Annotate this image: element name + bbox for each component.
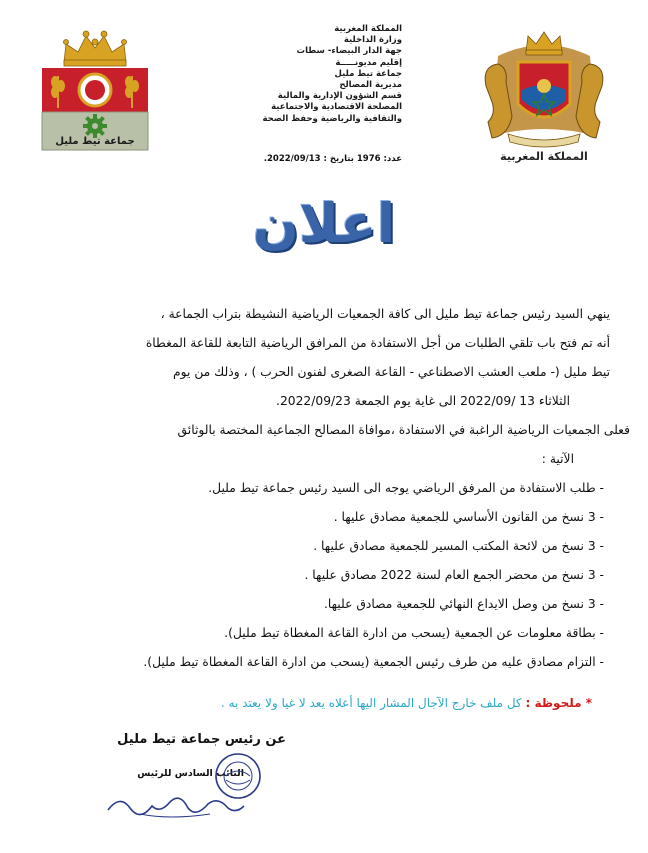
municipality-logo: [36, 22, 154, 154]
header-line: وزارة الداخلية: [343, 35, 402, 46]
requirement-item: - بطاقة معلومات عن الجمعية (يسحب من ادارة القاعة المغطاة تيط مليل).: [224, 626, 604, 640]
signature-role: النائب السادس للرئيس: [137, 768, 244, 779]
note-text: كل ملف خارج الآجال المشار اليها أعلاه يعد لا غيا ولا يعتد به .: [220, 696, 522, 710]
requirement-item: - طلب الاستفادة من المرفق الرياضي يوجه الى السيد رئيس جماعة تيط مليل.: [208, 481, 604, 495]
requirement-item: - 3 نسخ من القانون الأساسي للجمعية مصادق عليها .: [333, 510, 604, 524]
header-line: المملكة المغربية: [334, 24, 402, 34]
header-line: والثقافية والرياضية وحفظ الصحة: [262, 113, 402, 124]
announcement-title: اعلان: [252, 192, 396, 255]
body-paragraph: الآتية :: [541, 452, 574, 466]
handwritten-signature-icon: [100, 784, 250, 824]
municipality-logo-label: جماعة تيط مليل: [55, 136, 135, 147]
body-paragraph: أنه تم فتح باب تلقي الطلبات من أجل الاستفادة من المرافق الرياضية التابعة للقاعة المغطاة: [145, 336, 610, 350]
header-line: مديرية المصالح: [339, 80, 402, 91]
requirement-item: - 3 نسخ من لائحة المكتب المسير للجمعية مصادق عليها .: [313, 539, 604, 553]
reference-number: عدد: 1976 بتاريخ : 2022/09/13.: [263, 154, 402, 164]
requirement-item: - التزام مصادق عليه من طرف رئيس الجمعية (يسحب من ادارة القاعة المغطاة تيط مليل).: [143, 655, 604, 669]
kingdom-label: المملكة المغربية: [500, 150, 588, 163]
requirement-item: - 3 نسخ من وصل الايداع النهائي للجمعية مصادق عليها.: [323, 597, 604, 611]
header-line: قسم الشؤون الإدارية والمالية: [277, 91, 402, 102]
header-line: إقليم مديونـــــة: [335, 57, 402, 68]
header-line: جماعة تيط مليل: [334, 68, 402, 79]
note-label: * ملحوظة :: [525, 696, 592, 710]
body-paragraph: تيط مليل (- ملعب العشب الاصطناعي - القاعة الصغرى لفنون الحرب ) ، وذلك من يوم: [173, 365, 610, 379]
note: [60, 696, 592, 710]
body-paragraph: فعلى الجمعيات الرياضية الراغبة في الاستفادة ،موافاة المصالح الجماعية المختصة بالوثائق: [177, 423, 630, 437]
coat-of-arms: [478, 26, 610, 164]
coat-of-arms-icon: [478, 26, 610, 150]
signature-title: عن رئيس جماعة تيط مليل: [117, 732, 286, 747]
announcement-body: [40, 300, 630, 677]
header-line: جهة الدار البيضاء- سطات: [296, 46, 402, 57]
requirement-item: - 3 نسخ من محضر الجمع العام لسنة 2022 مصادق عليها .: [304, 568, 604, 582]
body-paragraph: ينهي السيد رئيس جماعة تيط مليل الى كافة الجمعيات الرياضية النشيطة بتراب الجماعة ،: [160, 307, 610, 321]
crown-shield-icon: [36, 22, 154, 154]
body-paragraph: الثلاثاء 13 /2022/09 الى غاية يوم الجمعة 2022/09/23.: [276, 394, 570, 408]
header-administrative-lines: [236, 24, 402, 125]
header-line: المصلحة الاقتصادية والاجتماعية: [271, 102, 402, 113]
